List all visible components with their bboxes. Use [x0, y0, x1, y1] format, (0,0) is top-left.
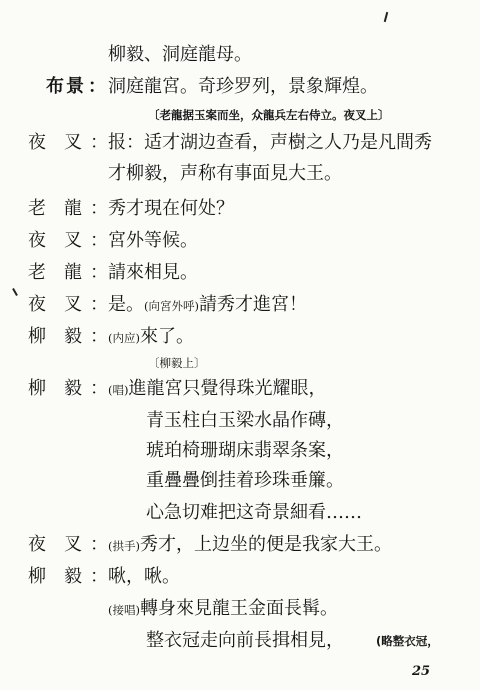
cast-line: 柳毅、洞庭龍母。 — [108, 44, 252, 65]
dialogue-text: 來了。 — [139, 326, 194, 347]
colon: ： — [90, 198, 108, 219]
speaker-laolong: 老 龍 — [28, 262, 82, 283]
sung-line: 琥珀椅珊瑚床翡翠条案， — [146, 440, 344, 461]
dialogue-line: 才柳毅，声称有事面見大王。 — [108, 163, 342, 184]
speaker-liuyi: 柳 毅 — [28, 378, 82, 399]
dialogue-line — [108, 326, 194, 349]
setting-label: 布景 — [46, 76, 86, 97]
colon: ： — [90, 534, 108, 555]
dialogue-line: 請來相見。 — [108, 262, 198, 283]
dialogue-line — [108, 294, 307, 317]
sung-line — [108, 378, 326, 401]
stage-direction: 〔老龍据玉案而坐，众龍兵左右侍立。夜叉上〕 — [148, 108, 390, 122]
dialogue-line: 秀才現在何处？ — [108, 198, 234, 219]
speaker-yecha: 夜 叉 — [28, 294, 82, 315]
speaker-yecha: 夜 叉 — [28, 534, 82, 555]
sung-line: 青玉柱白玉梁水晶作磚， — [146, 410, 344, 431]
colon: ： — [90, 132, 108, 153]
action-note: (内应) — [108, 331, 140, 345]
dialogue-line: 宮外等候。 — [108, 230, 198, 251]
sung-line: 重疊疊倒挂着珍珠垂簾。 — [146, 470, 344, 491]
speaker-liuyi: 柳 毅 — [28, 566, 82, 587]
setting-text: 洞庭龍宮。奇珍罗列，景象輝煌。 — [108, 76, 378, 97]
colon: ： — [90, 326, 108, 347]
speaker-liuyi: 柳 毅 — [28, 326, 82, 347]
dialogue-line: 报：适才湖边查看，声樹之人乃是凡間秀 — [108, 132, 432, 153]
dialogue-text: 整衣冠走向前長揖相見， — [146, 630, 344, 651]
action-note: (接唱) — [108, 603, 140, 617]
colon: ： — [88, 76, 106, 97]
sung-line: 心急切难把这奇景細看…… — [146, 502, 362, 523]
dialogue-text: 秀才，上边坐的便是我家大王。 — [139, 534, 392, 555]
dialogue-line — [108, 534, 392, 557]
speaker-yecha: 夜 叉 — [28, 132, 82, 153]
colon: ： — [90, 294, 108, 315]
action-note: (略整衣冠， — [376, 634, 439, 648]
dialogue-text: 是。 — [108, 294, 144, 315]
speaker-yecha: 夜 叉 — [28, 230, 82, 251]
colon: ： — [90, 566, 108, 587]
page-number: 25 — [412, 664, 431, 679]
scan-mark — [384, 12, 389, 22]
sung-line — [146, 630, 344, 652]
action-note: (拱手) — [108, 539, 140, 553]
colon: ： — [90, 262, 108, 283]
scan-mark — [12, 288, 18, 296]
colon: ： — [90, 230, 108, 251]
stage-direction: 〔柳毅上〕 — [148, 356, 206, 370]
colon: ： — [90, 378, 108, 399]
dialogue-text: 轉身來見龍王金面長髯。 — [139, 598, 338, 619]
sung-line — [108, 598, 338, 621]
dialogue-text: 請秀才進宮！ — [198, 294, 307, 315]
action-note: (唱) — [108, 383, 129, 397]
action-note: (向宮外呼) — [144, 299, 199, 313]
dialogue-line: 啾，啾。 — [108, 566, 180, 587]
speaker-laolong: 老 龍 — [28, 198, 82, 219]
dialogue-text: 進龍宮只覺得珠光耀眼， — [128, 378, 327, 399]
